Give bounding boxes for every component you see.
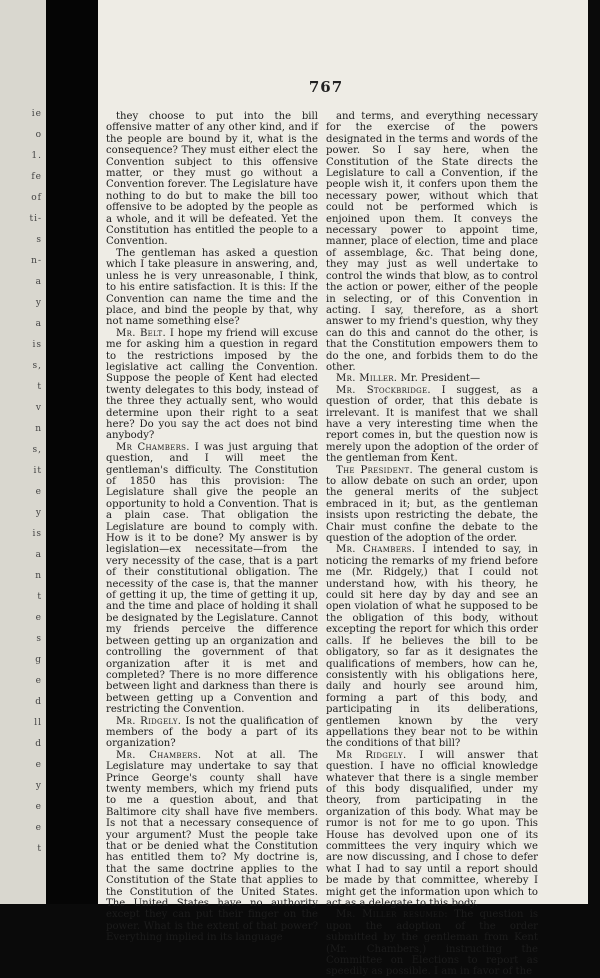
adjacent-page-fragment: v [35,403,42,413]
adjacent-page-fragment: n [35,571,42,581]
speaker-name: The President. [336,464,413,476]
adjacent-page-fragment: e [35,760,42,770]
adjacent-page-fragment: ti- [29,214,42,224]
paragraph-text: Is not the qualification of members of the body a part of its organization? [106,715,318,750]
paragraph [106,716,318,750]
adjacent-page-fragment: y [35,298,42,308]
adjacent-page-fragment: t [37,382,42,392]
binding-gutter [46,0,98,904]
paragraph [326,111,538,373]
adjacent-page-fragment: n- [31,256,42,266]
paragraph [326,465,538,545]
paragraph-text: The gentleman has asked a question which I take pleasure in answering, and, unless he is very unreasonable, I think, to his entire satisfaction. It is this: If the Convention can name the time and the place, and bind the people by that, why not name something else? [106,247,318,328]
page-number: 767 [308,78,344,96]
paragraph-text: I will answer that question. I have no official knowledge whatever that there is a single member of this body disqualified, under my theory, from participating in the organization of this body. What may be rumor is not for me to go upon. This House has devolved upon one of its committees the very inquiry which we are now discussing, and I chose to defer what I had to say until a report should be made by that committee, whereby I might get the information upon which to act as a delegate to this body. [326,749,538,910]
adjacent-page-fragment: ie [31,109,42,119]
paragraph [326,373,538,384]
speaker-name: Mr. Belt. [116,327,166,339]
speaker-name: Mr. Ridgely. [116,715,182,727]
adjacent-page-fragment: fe [31,172,42,182]
adjacent-page-fragment: s, [32,361,42,371]
adjacent-page-fragment: 1. [31,151,42,161]
adjacent-page-fragment: s, [32,445,42,455]
paragraph [326,544,538,749]
adjacent-page-fragment: it [33,466,42,476]
adjacent-page-fragment: a [35,319,42,329]
adjacent-page-fragment: t [37,844,42,854]
paragraph-text: Mr. President— [400,373,481,385]
adjacent-page-fragment: e [35,487,42,497]
paragraph [106,328,318,442]
speaker-name: Mr Chambers. [116,441,190,453]
paragraph-text: and terms, and everything necessary for the exercise of the powers designated in the terms and words of the power. So I say here, when the Constitution of the State directs the Legislature to call a Convention, if the people wish it, it confers upon them the necessary power, without which that could not be performed which is enjoined upon them. It conveys the necessary power to appoint time, manner, place of election, time and place of assemblage, &c. That being done, they may just as well undertake to control the winds that blow, as to control the action or power, either of the people in selecting, or of this Convention in acting. I say, therefore, as a short answer to my friend's question, why they can do this and cannot do the other, is that the Constitution empowers them to do the one, and forbids them to do the other. [326,111,538,373]
paragraph-text: The question is upon the adoption of the order submitted by the gentleman from Kent (Mr. Chambers,) instructing the Committee on Elections to report as speedily as possible. I am in favor of the [326,909,538,978]
right-column [326,111,538,978]
paragraph-text: I was just arguing that question, and I will meet the gentleman's difficulty. The Constitution of 1850 has this provision: The Legislature shall give the people an opportunity to hold a Convention. That is a plain case. That obligation the Legislature are bound to comply with. How is it to be done? My answer is by legislation—ex necessitate—from the very necessity of the case, that is a part of their constitutional obligation. The necessity of the case is, that the manner of getting it up, the time of getting it up, and the time and place of holding it shall be designated by the Legislature. Cannot my friends perceive the difference between getting up an organization and controlling the government of that organization after it is met and completed? There is no more difference between light and darkness than there is between getting up a Convention and restricting the Convention. [106,441,318,716]
adjacent-page-fragment: a [35,277,42,287]
paragraph [326,909,538,977]
adjacent-page-fragment: s [36,235,42,245]
adjacent-page-fragment: y [35,508,42,518]
adjacent-page-fragment: n [35,424,42,434]
paragraph-text: The general custom is to allow debate on such an order, upon the general merits of the subject embraced in it; but, as the gentleman insists upon restricting the debate, the Chair must confine the debate to the question of the adoption of the order. [326,464,538,545]
adjacent-page-fragment: g [35,655,42,665]
adjacent-page-fragment: d [35,697,42,707]
adjacent-page-fragment: of [31,193,42,203]
paragraph-text: they choose to put into the bill offensive matter of any other kind, and if the people are bound by it, what is the consequence? They must either elect the Convention subject to this offensive matter, or they must go without a Convention forever. The Legislature have nothing to do but to make the bill too offensive to be adopted by the people as a whole, and it will be defeated. Yet the Constitution has entitled the people to a Convention. [106,111,318,248]
adjacent-page-fragment: d [35,739,42,749]
adjacent-page-fragment: o [35,130,42,140]
adjacent-page-fragment: e [35,823,42,833]
adjacent-page-fragment: e [35,802,42,812]
paragraph-text: Not at all. The Legislature may undertake to say that Prince George's county shall have twenty members, which my friend puts to me a question about, and that Baltimore city shall have five members. Is not that a necessary consequence of your argument? Must the people take that or be denied what the Constitution has entitled them to? My doctrine is, that the same doctrine applies to the Constitution of the State that applies to the Constitution of the United States. The United States have no authority except they can put their finger on the power. What is the extent of that power? Everything implied in its language [106,749,318,944]
page-edge-shadow [588,0,600,904]
adjacent-page-strip [0,0,46,904]
adjacent-page-fragment: e [35,676,42,686]
speaker-name: Mr. Chambers. [336,544,416,556]
speaker-name: Mr. Miller. [336,373,398,385]
speaker-name: Mr. Chambers. [116,749,202,761]
paragraph [326,750,538,910]
adjacent-page-fragment: y [35,781,42,791]
left-column [106,111,318,944]
paragraph [326,385,538,465]
speaker-name: Mr Ridgely. [336,749,407,761]
speaker-name: Mr. Stockbridge. [336,384,431,396]
paragraph [106,111,318,248]
adjacent-page-fragment: a [35,550,42,560]
speaker-name: Mr. Miller resumed: [336,909,448,921]
adjacent-page-fragment: is [32,529,42,539]
paragraph-text: I hope my friend will excuse me for asking him a question in regard to the restrictions imposed by the legislative act calling the Convention. Suppose the people of Kent had elected twenty delegates to this body, instead of the three they actually sent, who would determine upon their right to a seat here? Do you say the act does not bind anybody? [106,327,318,442]
adjacent-page-fragment: t [37,592,42,602]
paragraph [106,442,318,716]
adjacent-page-fragment: is [32,340,42,350]
document-page [98,0,588,978]
paragraph-text: I suggest, as a question of order, that this debate is irrelevant. It is manifest that we shall have a very interesting time when the report comes in, but the question now is merely upon the adoption of the order of the gentleman from Kent. [326,384,538,465]
adjacent-page-fragment: ll [34,718,42,728]
paragraph [106,248,318,328]
paragraph-text: I intended to say, in noticing the remarks of my friend before me (Mr. Ridgely,) that I could not understand how, with his theory, he could sit here day by day and see an open violation of what he supposed to be the obligation of this body, without excepting the report for which this order calls. If he believes the bill to be obligatory, so far as it designates the qualifications of members, how can he, consistently with his obligations here, daily and hourly see around him, forming a part of this body, and participating in its deliberations, gentlemen known by the very appellations they bear not to be within the conditions of that bill? [326,544,538,750]
adjacent-page-fragment: s [36,634,42,644]
paragraph [106,750,318,944]
adjacent-page-fragment: e [35,613,42,623]
